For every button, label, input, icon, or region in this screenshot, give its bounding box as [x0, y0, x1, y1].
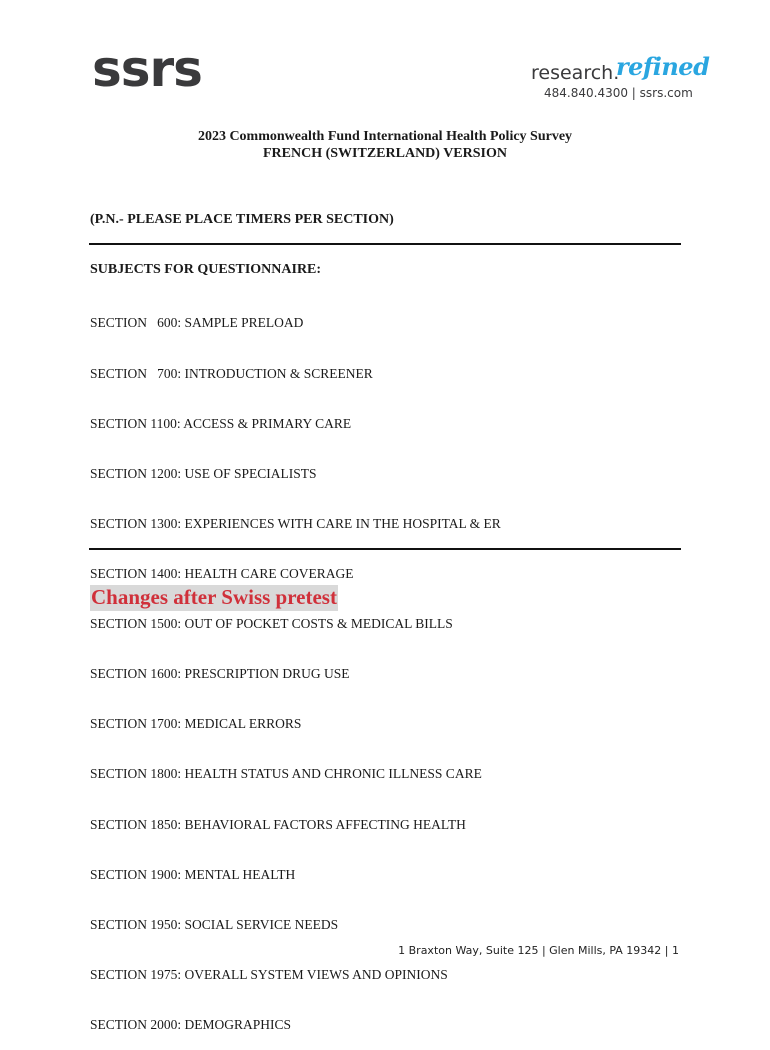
section-item: SECTION 2000: DEMOGRAPHICS: [90, 1016, 292, 1032]
tagline-refined: refined: [616, 52, 710, 81]
ssrs-logo: ssrs: [92, 40, 202, 98]
tagline: [531, 52, 710, 102]
divider-top: [89, 243, 681, 245]
section-item: SECTION 1975: OVERALL SYSTEM VIEWS AND OPINIONS: [90, 966, 448, 982]
section-item: SECTION 1600: PRESCRIPTION DRUG USE: [90, 666, 350, 682]
changes-heading: Changes after Swiss pretest: [90, 585, 338, 611]
section-item: SECTION 1700: MEDICAL ERRORS: [90, 716, 302, 732]
tagline-research: research.: [531, 62, 620, 84]
subjects-heading: SUBJECTS FOR QUESTIONNAIRE:: [90, 262, 322, 277]
section-item: SECTION 1300: EXPERIENCES WITH CARE IN THE HOSPITAL & ER: [90, 515, 501, 531]
section-list: [90, 282, 501, 1050]
section-item: SECTION 1500: OUT OF POCKET COSTS & MEDICAL BILLS: [90, 616, 453, 632]
document-title: 2023 Commonwealth Fund International Health Policy Survey: [197, 129, 573, 144]
section-item: SECTION 1400: HEALTH CARE COVERAGE: [90, 565, 354, 581]
programmer-note: (P.N.- PLEASE PLACE TIMERS PER SECTION): [90, 212, 394, 227]
document-subtitle: FRENCH (SWITZERLAND) VERSION: [262, 146, 507, 161]
contact-info: 484.840.4300 | ssrs.com: [544, 86, 693, 100]
section-item: SECTION 1200: USE OF SPECIALISTS: [90, 465, 317, 481]
section-item: SECTION 1950: SOCIAL SERVICE NEEDS: [90, 916, 339, 932]
section-item: SECTION 1800: HEALTH STATUS AND CHRONIC ILLNESS CARE: [90, 766, 482, 782]
section-item: SECTION 700: INTRODUCTION & SCREENER: [90, 365, 373, 381]
section-item: SECTION 1900: MENTAL HEALTH: [90, 866, 296, 882]
page-footer: 1 Braxton Way, Suite 125 | Glen Mills, PA 19342 | 1: [398, 944, 679, 957]
section-item: SECTION 1850: BEHAVIORAL FACTORS AFFECTING HEALTH: [90, 816, 466, 832]
section-item: SECTION 600: SAMPLE PRELOAD: [90, 315, 304, 331]
section-item: SECTION 1100: ACCESS & PRIMARY CARE: [90, 415, 352, 431]
divider-bottom: [89, 548, 681, 550]
